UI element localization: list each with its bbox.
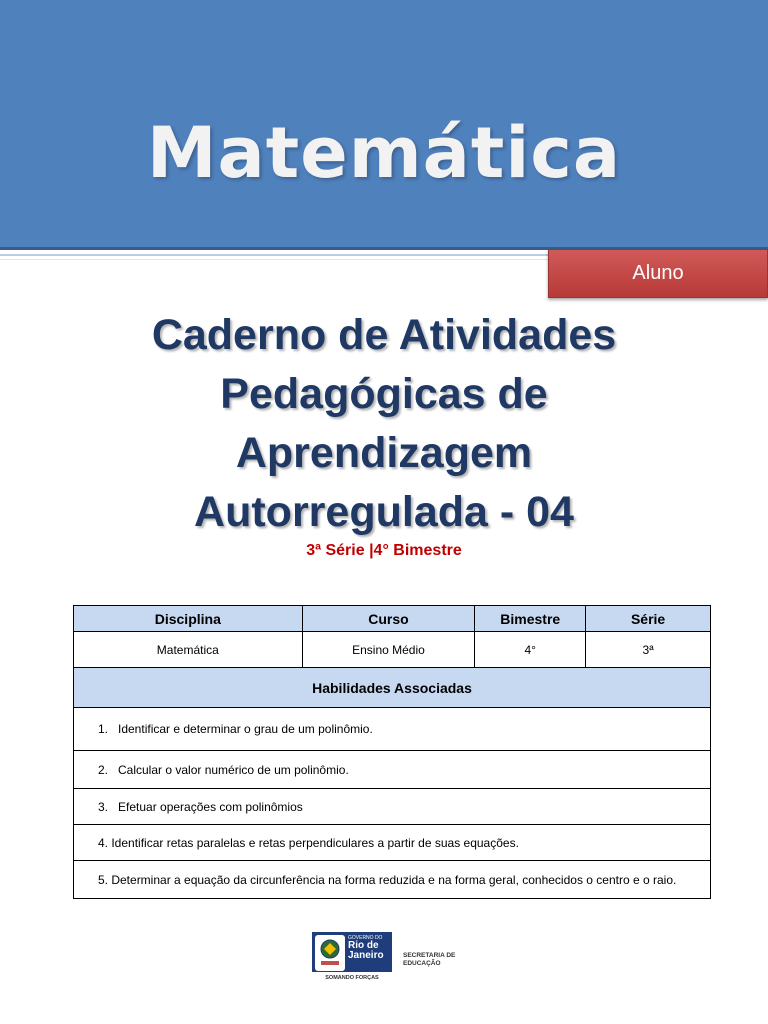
skills-heading-row xyxy=(74,668,711,708)
header-banner xyxy=(0,0,768,250)
skill-text: 5. Determinar a equação da circunferência na forma reduzida e na forma geral, conhecidos o centro e o raio. xyxy=(98,872,677,887)
gov-logo-box xyxy=(312,932,392,972)
audience-badge: Aluno xyxy=(548,249,768,298)
header-disciplina: Disciplina xyxy=(74,606,303,632)
title-line: Pedagógicas de xyxy=(220,370,548,418)
title-line: Aprendizagem xyxy=(235,429,533,477)
title-line: Caderno de Atividades xyxy=(151,311,617,359)
skills-heading: Habilidades Associadas xyxy=(74,668,711,708)
subject-title: Matemática xyxy=(146,112,622,194)
skill-row xyxy=(74,751,711,789)
slogan: SOMANDO FORÇAS xyxy=(325,975,379,981)
skill-row xyxy=(74,789,711,825)
skill-item xyxy=(74,825,711,861)
government-logo xyxy=(312,932,458,984)
skill-number: 3. xyxy=(98,799,109,814)
skill-row xyxy=(74,708,711,751)
title-line: Autorregulada - 04 xyxy=(194,488,574,536)
skill-text: Calcular o valor numérico de um polinômio. xyxy=(118,762,349,777)
gov-label: GOVERNO DO xyxy=(348,935,383,941)
skill-number: 1. xyxy=(98,722,109,736)
secretaria-label: SECRETARIA DE EDUCAÇÃO xyxy=(403,952,456,967)
skill-row xyxy=(74,825,711,861)
skill-number: 2. xyxy=(98,762,109,777)
document-title xyxy=(0,306,768,542)
skill-text: Identificar e determinar o grau de um polinômio. xyxy=(118,722,373,736)
value-curso: Ensino Médio xyxy=(302,632,475,668)
skill-item xyxy=(74,708,711,751)
gov-logo-text xyxy=(348,936,392,961)
course-info-table xyxy=(73,605,711,899)
header-curso: Curso xyxy=(302,606,475,632)
skill-row xyxy=(74,861,711,899)
state-name: Rio de Janeiro xyxy=(348,940,384,961)
value-disciplina: Matemática xyxy=(74,632,303,668)
skill-item xyxy=(74,751,711,789)
skill-text: Efetuar operações com polinômios xyxy=(118,799,303,814)
header-serie: Série xyxy=(586,606,711,632)
table-header-row xyxy=(74,606,711,632)
coat-of-arms-icon xyxy=(315,935,345,971)
skill-text: 4. Identificar retas paralelas e retas perpendiculares a partir de suas equações. xyxy=(98,835,519,850)
value-serie: 3ª xyxy=(586,632,711,668)
table-row xyxy=(74,632,711,668)
header-bimestre: Bimestre xyxy=(475,606,586,632)
skill-item xyxy=(74,861,711,899)
skill-item xyxy=(74,789,711,825)
value-bimestre: 4° xyxy=(475,632,586,668)
grade-term-subtitle: 3ª Série |4° Bimestre xyxy=(306,542,462,559)
